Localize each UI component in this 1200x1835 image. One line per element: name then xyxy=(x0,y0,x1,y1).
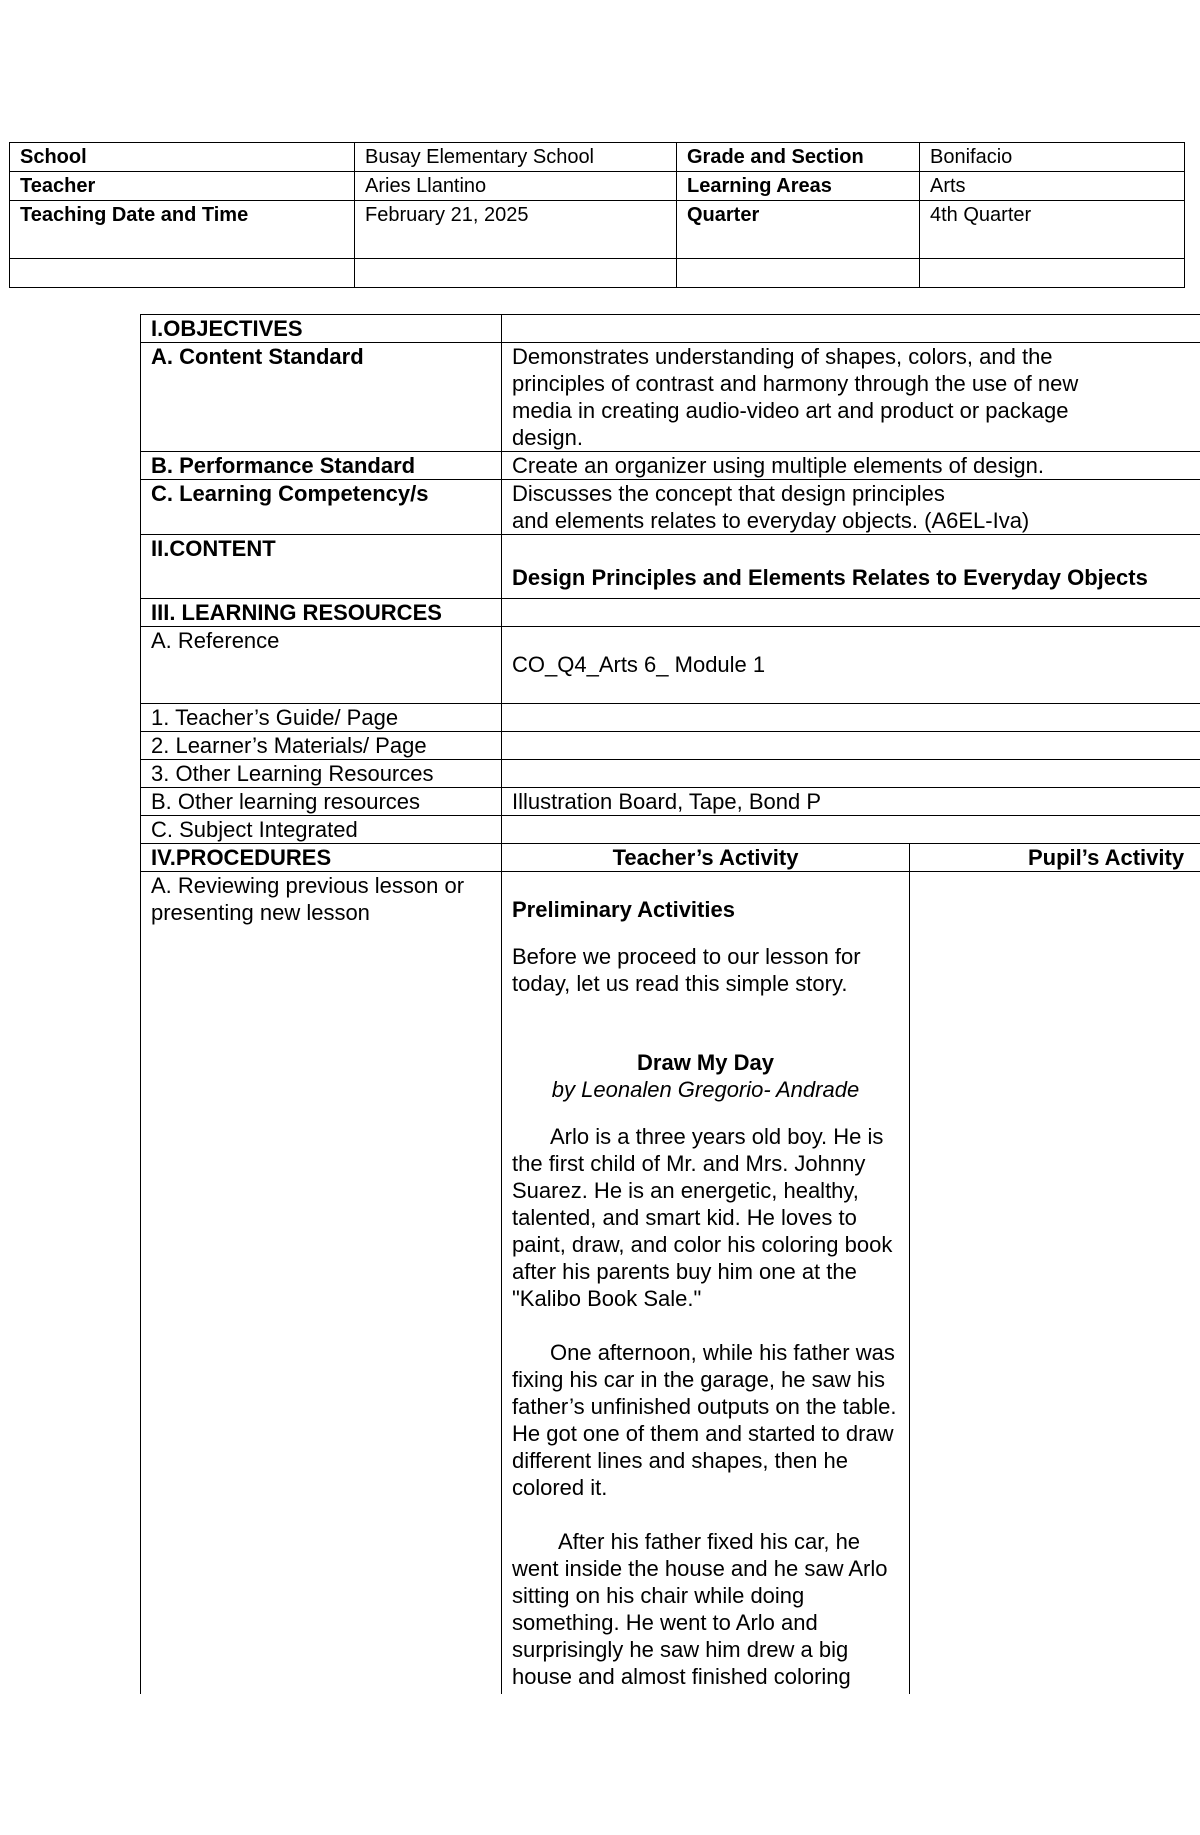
lesson-plan-container xyxy=(140,314,1200,1694)
spacer xyxy=(512,997,899,1049)
school-value: Busay Elementary School xyxy=(355,143,677,172)
learners-materials-row xyxy=(141,732,1200,760)
teacher-label: Teacher xyxy=(10,172,355,201)
header-row-teacher xyxy=(10,172,1185,201)
objectives-row xyxy=(141,315,1200,343)
teacher-activity-header: Teacher’s Activity xyxy=(502,844,910,872)
learning-areas-value: Arts xyxy=(920,172,1185,201)
spacer xyxy=(512,1103,899,1123)
pupil-activity-label: Pupil’s Activity xyxy=(1028,845,1185,870)
content-standard-label: A. Content Standard xyxy=(141,343,502,452)
story-title: Draw My Day xyxy=(637,1050,774,1075)
empty-cell xyxy=(502,760,1200,788)
quarter-label: Quarter xyxy=(677,201,920,259)
learning-resources-row xyxy=(141,599,1200,627)
empty-cell xyxy=(502,816,1200,844)
other-b-text: Illustration Board, Tape, Bond P xyxy=(502,788,1200,816)
empty-cell xyxy=(502,704,1200,732)
content-heading: II.CONTENT xyxy=(141,535,502,599)
teacher-value: Aries Llantino xyxy=(355,172,677,201)
empty-cell xyxy=(677,259,920,288)
content-topic: Design Principles and Elements Relates to Everyday Objects xyxy=(512,565,1148,590)
spacer xyxy=(512,923,899,943)
header-info-table xyxy=(9,142,1185,288)
teacher-activity-cell xyxy=(502,872,910,1695)
competency-label: C. Learning Competency/s xyxy=(141,480,502,535)
other-b-row xyxy=(141,788,1200,816)
performance-standard-row xyxy=(141,452,1200,480)
reference-text: CO_Q4_Arts 6_ Module 1 xyxy=(512,652,766,677)
grade-section-value: Bonifacio xyxy=(920,143,1185,172)
reference-row xyxy=(141,627,1200,704)
reference-label: A. Reference xyxy=(141,627,502,704)
spacer xyxy=(512,1312,899,1339)
other-learning-label: 3. Other Learning Resources xyxy=(141,760,502,788)
reference-cell xyxy=(502,627,1200,704)
procedures-header-row xyxy=(141,844,1200,872)
lesson-plan-table xyxy=(140,314,1200,1694)
competency-text xyxy=(502,480,1200,535)
story-paragraph: One afternoon, while his father was fixing his car in the garage, he saw his father’s unfinished outputs on the table. He got one of them and started to draw different lines and shapes, then he colored it. xyxy=(512,1340,897,1500)
spacer xyxy=(512,1501,899,1528)
grade-section-label: Grade and Section xyxy=(677,143,920,172)
header-row-empty xyxy=(10,259,1185,288)
empty-cell xyxy=(502,732,1200,760)
subject-integrated-row xyxy=(141,816,1200,844)
subject-integrated-label: C. Subject Integrated xyxy=(141,816,502,844)
competency-line: Discusses the concept that design principles xyxy=(512,481,945,506)
story-author: by Leonalen Gregorio- Andrade xyxy=(551,1077,860,1102)
preliminary-title: Preliminary Activities xyxy=(512,897,735,922)
step-a-row xyxy=(141,872,1200,1695)
teachers-guide-label: 1. Teacher’s Guide/ Page xyxy=(141,704,502,732)
learning-areas-label: Learning Areas xyxy=(677,172,920,201)
header-row-school xyxy=(10,143,1185,172)
content-row xyxy=(141,535,1200,599)
pupil-activity-header xyxy=(910,844,1200,872)
content-standard-row xyxy=(141,343,1200,452)
empty-cell xyxy=(355,259,677,288)
performance-standard-text: Create an organizer using multiple elements of design. xyxy=(502,452,1200,480)
teaching-date-value: February 21, 2025 xyxy=(355,201,677,259)
performance-standard-label: B. Performance Standard xyxy=(141,452,502,480)
quarter-value: 4th Quarter xyxy=(920,201,1185,259)
teachers-guide-row xyxy=(141,704,1200,732)
other-learning-row xyxy=(141,760,1200,788)
header-row-date xyxy=(10,201,1185,259)
content-text-cell xyxy=(502,535,1200,599)
competency-line: and elements relates to everyday objects. (A6EL-Iva) xyxy=(512,508,1030,533)
step-a-label: A. Reviewing previous lesson or presenting new lesson xyxy=(141,872,502,1695)
intro-text: Before we proceed to our lesson for today, let us read this simple story. xyxy=(512,944,861,996)
empty-cell xyxy=(920,259,1185,288)
story-paragraph: Arlo is a three years old boy. He is the first child of Mr. and Mrs. Johnny Suarez. He is an energetic, healthy, talented, and smart kid. He loves to paint, draw, and color his coloring book after his parents buy him one at the "Kalibo Book Sale." xyxy=(512,1124,893,1311)
empty-cell xyxy=(10,259,355,288)
empty-cell xyxy=(502,315,1200,343)
other-b-label: B. Other learning resources xyxy=(141,788,502,816)
teaching-date-label: Teaching Date and Time xyxy=(10,201,355,259)
story-paragraph: After his father fixed his car, he went inside the house and he saw Arlo sitting on his chair while doing something. He went to Arlo and surprisingly he saw him drew a big house and almost finished coloring xyxy=(512,1529,888,1689)
content-standard-text: Demonstrates understanding of shapes, colors, and the principles of contrast and harmony through the use of new media in creating audio-video art and product or package design. xyxy=(502,343,1200,452)
procedures-heading: IV.PROCEDURES xyxy=(141,844,502,872)
school-label: School xyxy=(10,143,355,172)
learners-materials-label: 2. Learner’s Materials/ Page xyxy=(141,732,502,760)
objectives-heading: I.OBJECTIVES xyxy=(141,315,502,343)
competency-row xyxy=(141,480,1200,535)
learning-resources-heading: III. LEARNING RESOURCES xyxy=(141,599,502,627)
empty-cell xyxy=(502,599,1200,627)
pupil-activity-cell xyxy=(910,872,1200,1695)
